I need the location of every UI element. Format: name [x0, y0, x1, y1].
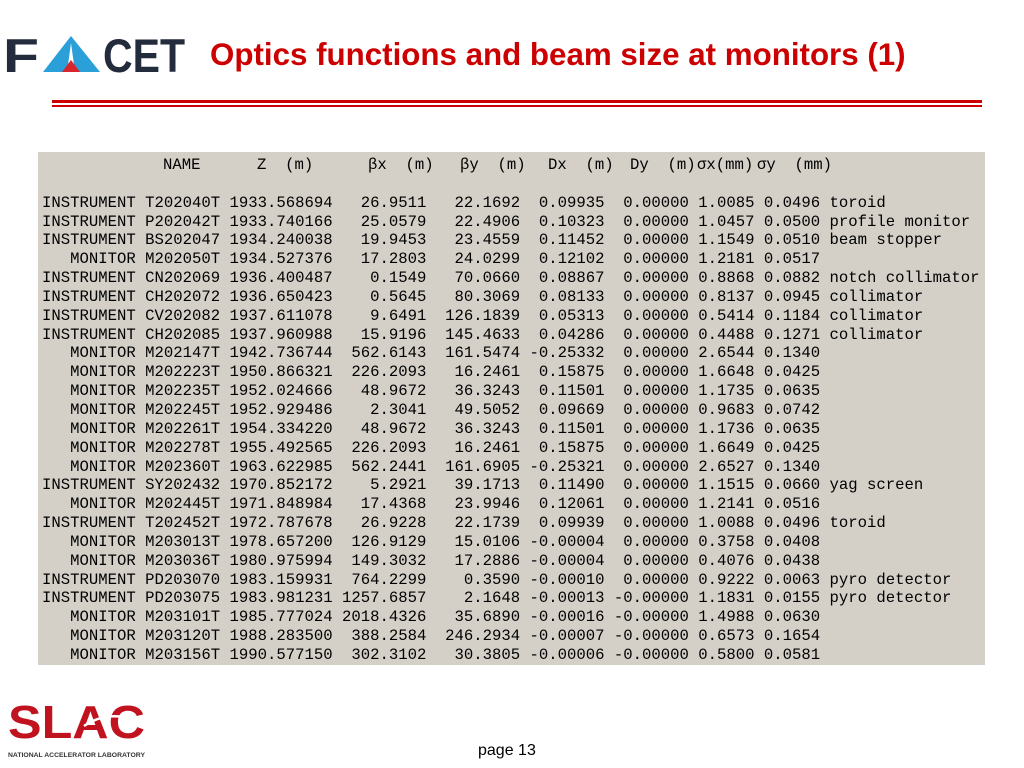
cell-beta-y: 22.1739 [454, 514, 521, 533]
cell-beta-x: 17.4368 [360, 495, 427, 514]
cell-dy: -0.00000 [613, 589, 689, 608]
cell-z: 1933.568694 [229, 193, 333, 212]
cell-name: CH202072 [145, 287, 221, 306]
cell-sigma-y: 0.0496 [763, 514, 821, 533]
cell-beta-x: 149.3032 [351, 551, 427, 570]
table-row [42, 627, 985, 646]
cell-beta-x: 1257.6857 [342, 589, 427, 608]
cell-sigma-y: 0.0063 [763, 570, 821, 589]
cell-z: 1963.622985 [229, 457, 333, 476]
cell-sigma-x: 1.1831 [698, 589, 755, 608]
cell-beta-y: 39.1713 [454, 476, 521, 495]
cell-comment: notch collimator [829, 269, 980, 288]
cell-element: MONITOR [70, 344, 136, 363]
cell-dx: 0.04286 [538, 325, 605, 344]
cell-sigma-x: 1.0088 [698, 514, 755, 533]
cell-sigma-y: 0.0630 [763, 608, 821, 627]
cell-z: 1955.492565 [229, 438, 333, 457]
cell-comment: beam stopper [829, 231, 943, 250]
cell-dy: 0.00000 [623, 193, 689, 212]
cell-element: MONITOR [70, 419, 136, 438]
cell-z: 1950.866321 [229, 363, 333, 382]
cell-element: MONITOR [70, 363, 136, 382]
cell-beta-y: 70.0660 [454, 269, 521, 288]
cell-z: 1988.283500 [229, 627, 333, 646]
table-row [42, 382, 985, 401]
cell-sigma-x: 1.4988 [698, 608, 755, 627]
cell-sigma-x: 0.5414 [698, 306, 755, 325]
cell-beta-x: 764.2299 [351, 570, 427, 589]
cell-dy: 0.00000 [623, 400, 689, 419]
optics-table [38, 152, 985, 665]
page-number: page 13 [478, 742, 536, 759]
cell-dy: 0.00000 [623, 551, 689, 570]
table-header [42, 156, 985, 175]
cell-beta-y: 2.1648 [463, 589, 521, 608]
cell-element: MONITOR [70, 382, 136, 401]
cell-beta-y: 246.2934 [445, 627, 521, 646]
slac-logo [6, 702, 148, 762]
cell-element: MONITOR [70, 627, 136, 646]
cell-element: MONITOR [70, 608, 136, 627]
table-row [42, 326, 985, 345]
cell-beta-x: 48.9672 [360, 419, 427, 438]
table-row [42, 194, 985, 213]
title-rule-top [52, 100, 982, 103]
cell-name: M202360T [145, 457, 221, 476]
cell-element: INSTRUMENT [42, 476, 136, 495]
header-sigma-y: σy (mm) [757, 156, 833, 174]
cell-dx: -0.00007 [529, 627, 605, 646]
table-row [42, 589, 985, 608]
cell-sigma-x: 1.1549 [698, 231, 755, 250]
cell-name: BS202047 [145, 231, 221, 250]
cell-z: 1952.929486 [229, 400, 333, 419]
cell-element: INSTRUMENT [42, 570, 136, 589]
cell-beta-y: 24.0299 [454, 250, 521, 269]
cell-comment: profile monitor [829, 212, 971, 231]
cell-beta-y: 49.5052 [454, 400, 521, 419]
cell-z: 1934.527376 [229, 250, 333, 269]
cell-name: PD203075 [145, 589, 221, 608]
cell-beta-x: 562.2441 [351, 457, 427, 476]
cell-dx: 0.08133 [538, 287, 605, 306]
header-beta-x: βx (m) [368, 156, 434, 174]
cell-beta-x: 2.3041 [370, 400, 427, 419]
cell-z: 1954.334220 [229, 419, 333, 438]
cell-dy: 0.00000 [623, 570, 689, 589]
cell-sigma-y: 0.0517 [763, 250, 821, 269]
cell-dx: -0.25332 [529, 344, 605, 363]
cell-name: M202147T [145, 344, 221, 363]
cell-name: M203156T [145, 645, 221, 664]
cell-dx: -0.00016 [529, 608, 605, 627]
cell-sigma-x: 1.1515 [698, 476, 755, 495]
cell-beta-x: 48.9672 [360, 382, 427, 401]
slide-title: Optics functions and beam size at monitors (1) [210, 37, 906, 72]
cell-element: INSTRUMENT [42, 514, 136, 533]
cell-sigma-x: 0.3758 [698, 532, 755, 551]
cell-dy: 0.00000 [623, 250, 689, 269]
header-sigma-x: σx(mm) [697, 156, 754, 174]
cell-beta-y: 30.3805 [454, 645, 521, 664]
cell-name: M203013T [145, 532, 221, 551]
cell-sigma-y: 0.0581 [763, 645, 821, 664]
cell-beta-x: 562.6143 [351, 344, 427, 363]
cell-dy: 0.00000 [623, 476, 689, 495]
cell-sigma-y: 0.1340 [763, 457, 821, 476]
cell-beta-x: 126.9129 [351, 532, 427, 551]
cell-name: M202235T [145, 382, 221, 401]
cell-beta-y: 80.3069 [454, 287, 521, 306]
cell-z: 1980.975994 [229, 551, 333, 570]
cell-sigma-y: 0.0660 [763, 476, 821, 495]
cell-dy: 0.00000 [623, 344, 689, 363]
cell-dx: 0.11501 [538, 382, 605, 401]
cell-sigma-y: 0.0945 [763, 287, 821, 306]
cell-beta-x: 0.1549 [370, 269, 427, 288]
cell-name: CN202069 [145, 269, 221, 288]
cell-comment: toroid [829, 193, 886, 212]
cell-beta-y: 36.3243 [454, 419, 521, 438]
cell-dy: 0.00000 [623, 269, 689, 288]
table-row [42, 608, 985, 627]
table-row [42, 533, 985, 552]
cell-sigma-x: 1.6648 [698, 363, 755, 382]
cell-dx: 0.12061 [538, 495, 605, 514]
cell-beta-x: 226.2093 [351, 438, 427, 457]
facet-logo [0, 34, 190, 76]
cell-name: M202223T [145, 363, 221, 382]
cell-dy: 0.00000 [623, 212, 689, 231]
table-row [42, 213, 985, 232]
cell-z: 1983.981231 [229, 589, 333, 608]
table-row [42, 307, 985, 326]
table-row [42, 495, 985, 514]
cell-name: T202452T [145, 514, 221, 533]
cell-beta-x: 19.9453 [360, 231, 427, 250]
cell-beta-x: 17.2803 [360, 250, 427, 269]
cell-beta-y: 23.4559 [454, 231, 521, 250]
cell-sigma-y: 0.0408 [763, 532, 821, 551]
cell-beta-y: 161.5474 [445, 344, 521, 363]
cell-name: M202050T [145, 250, 221, 269]
cell-dx: -0.00004 [529, 551, 605, 570]
cell-name: T202040T [145, 193, 221, 212]
cell-beta-x: 15.9196 [360, 325, 427, 344]
header-z: Z (m) [257, 156, 314, 174]
cell-dy: 0.00000 [623, 325, 689, 344]
cell-dx: 0.09939 [538, 514, 605, 533]
cell-dy: 0.00000 [623, 514, 689, 533]
cell-beta-x: 26.9228 [360, 514, 427, 533]
table-body [42, 194, 985, 665]
cell-sigma-x: 1.2181 [698, 250, 755, 269]
cell-beta-x: 302.3102 [351, 645, 427, 664]
cell-sigma-x: 2.6544 [698, 344, 755, 363]
cell-sigma-x: 0.5800 [698, 645, 755, 664]
cell-dx: 0.11501 [538, 419, 605, 438]
cell-beta-x: 226.2093 [351, 363, 427, 382]
cell-beta-y: 22.4906 [454, 212, 521, 231]
cell-dx: 0.08867 [538, 269, 605, 288]
cell-dx: 0.09935 [538, 193, 605, 212]
cell-sigma-x: 0.4488 [698, 325, 755, 344]
cell-dx: -0.25321 [529, 457, 605, 476]
table-blank-line [42, 175, 985, 194]
cell-element: MONITOR [70, 495, 136, 514]
cell-dy: 0.00000 [623, 532, 689, 551]
cell-beta-y: 16.2461 [454, 363, 521, 382]
cell-element: INSTRUMENT [42, 306, 136, 325]
table-row [42, 250, 985, 269]
cell-sigma-x: 1.0085 [698, 193, 755, 212]
facet-logo-cet: CET [103, 34, 186, 76]
cell-dy: 0.00000 [623, 382, 689, 401]
cell-sigma-x: 1.6649 [698, 438, 755, 457]
cell-sigma-y: 0.1654 [763, 627, 821, 646]
cell-dx: 0.15875 [538, 438, 605, 457]
table-row [42, 458, 985, 477]
cell-name: CV202082 [145, 306, 221, 325]
cell-beta-x: 0.5645 [370, 287, 427, 306]
cell-beta-x: 9.6491 [370, 306, 427, 325]
header-dy: Dy (m) [630, 156, 696, 174]
cell-sigma-x: 1.1736 [698, 419, 755, 438]
cell-z: 1933.740166 [229, 212, 333, 231]
cell-name: PD203070 [145, 570, 221, 589]
cell-dx: 0.10323 [538, 212, 605, 231]
cell-sigma-x: 1.2141 [698, 495, 755, 514]
cell-comment: collimator [829, 325, 924, 344]
cell-comment: collimator [829, 306, 924, 325]
cell-beta-y: 161.6905 [445, 457, 521, 476]
cell-sigma-y: 0.0510 [763, 231, 821, 250]
cell-dy: 0.00000 [623, 495, 689, 514]
cell-sigma-x: 0.4076 [698, 551, 755, 570]
cell-comment: pyro detector [829, 570, 952, 589]
cell-sigma-y: 0.0500 [763, 212, 821, 231]
cell-dx: -0.00013 [529, 589, 605, 608]
cell-beta-x: 5.2921 [370, 476, 427, 495]
cell-sigma-x: 1.0457 [698, 212, 755, 231]
cell-comment: pyro detector [829, 589, 952, 608]
cell-beta-x: 388.2584 [351, 627, 427, 646]
cell-element: MONITOR [70, 551, 136, 570]
table-row [42, 420, 985, 439]
cell-dy: 0.00000 [623, 419, 689, 438]
cell-sigma-y: 0.0635 [763, 419, 821, 438]
cell-z: 1978.657200 [229, 532, 333, 551]
cell-dy: 0.00000 [623, 363, 689, 382]
cell-beta-y: 22.1692 [454, 193, 521, 212]
cell-sigma-y: 0.0425 [763, 438, 821, 457]
cell-sigma-y: 0.1340 [763, 344, 821, 363]
cell-z: 1990.577150 [229, 645, 333, 664]
cell-name: M202261T [145, 419, 221, 438]
cell-name: P202042T [145, 212, 221, 231]
cell-beta-x: 25.0579 [360, 212, 427, 231]
table-row [42, 476, 985, 495]
facet-logo-a-mark [43, 36, 100, 72]
cell-sigma-y: 0.0155 [763, 589, 821, 608]
cell-z: 1972.787678 [229, 514, 333, 533]
cell-dy: 0.00000 [623, 231, 689, 250]
cell-comment: toroid [829, 514, 886, 533]
cell-sigma-x: 0.9683 [698, 400, 755, 419]
cell-dy: 0.00000 [623, 287, 689, 306]
cell-dy: 0.00000 [623, 438, 689, 457]
cell-dx: 0.09669 [538, 400, 605, 419]
cell-z: 1934.240038 [229, 231, 333, 250]
cell-beta-y: 36.3243 [454, 382, 521, 401]
cell-z: 1937.611078 [229, 306, 333, 325]
cell-beta-y: 35.6890 [454, 608, 521, 627]
cell-beta-x: 2018.4326 [342, 608, 427, 627]
cell-z: 1983.159931 [229, 570, 333, 589]
table-row [42, 401, 985, 420]
table-row [42, 514, 985, 533]
cell-element: MONITOR [70, 438, 136, 457]
cell-sigma-y: 0.0425 [763, 363, 821, 382]
cell-element: INSTRUMENT [42, 269, 136, 288]
cell-z: 1970.852172 [229, 476, 333, 495]
cell-beta-x: 26.9511 [360, 193, 427, 212]
cell-name: M202245T [145, 400, 221, 419]
header-dx: Dx (m) [548, 156, 614, 174]
cell-dx: -0.00006 [529, 645, 605, 664]
cell-beta-y: 23.9946 [454, 495, 521, 514]
cell-element: MONITOR [70, 457, 136, 476]
cell-z: 1985.777024 [229, 608, 333, 627]
cell-dx: -0.00010 [529, 570, 605, 589]
cell-sigma-x: 1.1735 [698, 382, 755, 401]
cell-sigma-y: 0.0882 [763, 269, 821, 288]
cell-beta-y: 0.3590 [463, 570, 521, 589]
cell-z: 1942.736744 [229, 344, 333, 363]
table-row [42, 288, 985, 307]
cell-sigma-y: 0.0635 [763, 382, 821, 401]
cell-sigma-x: 0.9222 [698, 570, 755, 589]
cell-dx: -0.00004 [529, 532, 605, 551]
cell-beta-y: 17.2886 [454, 551, 521, 570]
cell-name: SY202432 [145, 476, 221, 495]
cell-element: MONITOR [70, 645, 136, 664]
cell-sigma-y: 0.0438 [763, 551, 821, 570]
cell-sigma-x: 0.8137 [698, 287, 755, 306]
cell-dx: 0.11490 [538, 476, 605, 495]
cell-dx: 0.11452 [538, 231, 605, 250]
cell-z: 1936.400487 [229, 269, 333, 288]
title-rule-bottom [52, 105, 982, 107]
cell-name: M203120T [145, 627, 221, 646]
cell-element: INSTRUMENT [42, 212, 136, 231]
cell-dx: 0.05313 [538, 306, 605, 325]
cell-comment: collimator [829, 287, 924, 306]
cell-beta-y: 126.1839 [445, 306, 521, 325]
table-row [42, 439, 985, 458]
table-row [42, 269, 985, 288]
cell-sigma-x: 2.6527 [698, 457, 755, 476]
cell-z: 1936.650423 [229, 287, 333, 306]
table-row [42, 571, 985, 590]
cell-z: 1937.960988 [229, 325, 333, 344]
cell-name: M203036T [145, 551, 221, 570]
cell-sigma-y: 0.1271 [763, 325, 821, 344]
cell-dy: -0.00000 [613, 608, 689, 627]
cell-comment: yag screen [829, 476, 924, 495]
cell-dx: 0.12102 [538, 250, 605, 269]
facet-logo-f: F [3, 34, 39, 76]
cell-dx: 0.15875 [538, 363, 605, 382]
cell-beta-y: 15.0106 [454, 532, 521, 551]
cell-sigma-y: 0.0496 [763, 193, 821, 212]
cell-element: INSTRUMENT [42, 193, 136, 212]
cell-name: M202445T [145, 495, 221, 514]
cell-sigma-y: 0.0742 [763, 400, 821, 419]
table-row [42, 363, 985, 382]
cell-dy: 0.00000 [623, 457, 689, 476]
cell-element: MONITOR [70, 250, 136, 269]
cell-sigma-x: 0.6573 [698, 627, 755, 646]
cell-dy: -0.00000 [613, 645, 689, 664]
slac-logo-text: SLAC [8, 702, 145, 748]
cell-element: MONITOR [70, 400, 136, 419]
table-row [42, 344, 985, 363]
table-row [42, 552, 985, 571]
cell-name: M203101T [145, 608, 221, 627]
cell-element: INSTRUMENT [42, 287, 136, 306]
cell-z: 1971.848984 [229, 495, 333, 514]
cell-element: INSTRUMENT [42, 231, 136, 250]
header-name: NAME [163, 156, 201, 174]
cell-sigma-x: 0.8868 [698, 269, 755, 288]
cell-sigma-y: 0.1184 [763, 306, 821, 325]
cell-sigma-y: 0.0516 [763, 495, 821, 514]
cell-name: CH202085 [145, 325, 221, 344]
cell-element: INSTRUMENT [42, 325, 136, 344]
cell-beta-y: 145.4633 [445, 325, 521, 344]
table-row [42, 231, 985, 250]
cell-name: M202278T [145, 438, 221, 457]
table-row [42, 646, 985, 665]
header-beta-y: βy (m) [460, 156, 526, 174]
cell-beta-y: 16.2461 [454, 438, 521, 457]
cell-dy: -0.00000 [613, 627, 689, 646]
cell-dy: 0.00000 [623, 306, 689, 325]
cell-element: INSTRUMENT [42, 589, 136, 608]
slac-logo-tagline: NATIONAL ACCELERATOR LABORATORY [8, 752, 146, 759]
cell-element: MONITOR [70, 532, 136, 551]
cell-z: 1952.024666 [229, 382, 333, 401]
